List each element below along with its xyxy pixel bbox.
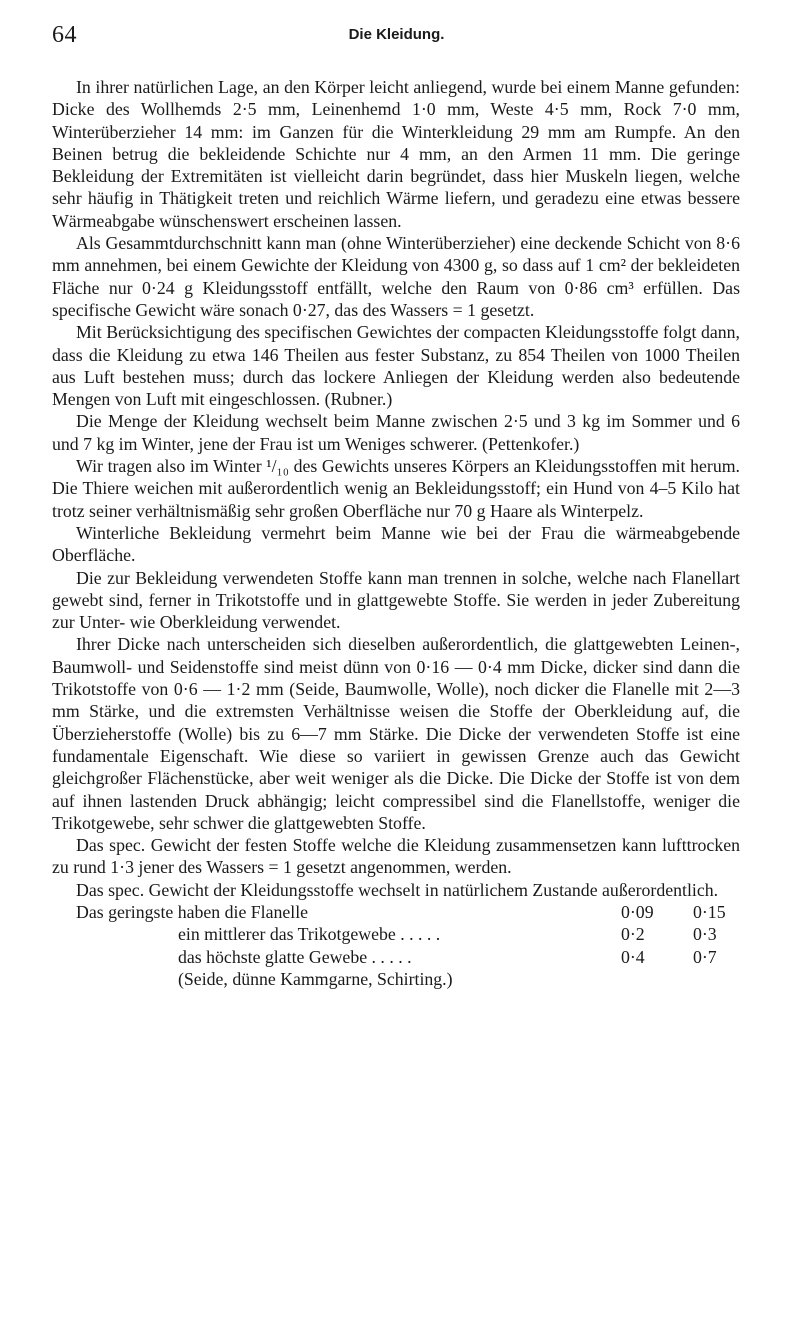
table-row-label: das höchste glatte Gewebe . . . . . [178,946,412,967]
table-row [76,946,740,968]
paragraph-3: Mit Berücksichtigung des specifischen Gewichtes der compacten Kleidungsstoffe folgt dann, dass die Kleidung zu etwa 146 Theilen aus fester Substanz, zu 854 Theilen von 1000 Theilen aus Luft bestehen muss; durch das lockere Anliegen der Kleidung werden also bedeutende Mengen von Luft mit eingeschlossen. (Rubner.) [52,322,740,410]
table-row-value-min: 0·09 [621,901,654,922]
table-row-value-min: 0·4 [621,946,645,967]
page-number: 64 [52,22,77,48]
paragraph-2: Als Gesammtdurchschnitt kann man (ohne Winterüberzieher) eine deckende Schicht von 8·6 mm annehmen, bei einem Gewichte der Kleidung von 4300 g, so dass auf 1 cm² der bekleideten Fläche nur 0·24 g Kleidungsstoff entfällt, welche den Raum von 0·86 cm³ erfüllen. Das specifische Gewicht wäre sonach 0·27, das des Wassers = 1 gesetzt. [52,233,740,320]
paragraph-1: In ihrer natürlichen Lage, an den Körper leicht anliegend, wurde bei einem Manne gefunden: Dicke des Wollhemds 2·5 mm, Leinenhemd 1·0 mm, Weste 4·5 mm, Rock 7·0 mm, Winterüberzieher 14 mm: im Ganzen für die Winterkleidung 29 mm am Rumpfe. An den Beinen betrug die bekleidende Schichte nur 4 mm, an den Armen 11 mm. Die geringe Bekleidung der Extremitäten ist vielleicht darin begründet, dass hier Muskeln liegen, welche sehr häufig in Thätigkeit treten und reichlich Wärme liefern, und geradezu eine etwas bessere Wärmeabgabe wünschenswert erscheinen lassen. [52,77,740,231]
table-row-value-min: 0·2 [621,924,645,945]
table-row-label: ein mittlerer das Trikotgewebe . . . . . [178,924,441,945]
paragraph-7: Die zur Bekleidung verwendeten Stoffe kann man trennen in solche, welche nach Flanellart gewebt sind, ferner in Trikotstoffe und in glattgewebte Stoffe. Sie werden in jeder Zubereitung zur Unter- wie Oberkleidung verwendet. [52,567,740,633]
paragraph-6: Winterliche Bekleidung vermehrt beim Manne wie bei der Frau die wärmeabgebende Oberfläche. [52,522,740,566]
paragraph-10: Das spec. Gewicht der Kleidungsstoffe wechselt in natürlichem Zustande außerordentlich. [76,879,719,900]
page-header [52,22,741,52]
table-row-label: Das geringste haben die Flanelle [76,901,309,922]
table-row-value-max: 0·3 [693,924,717,945]
paragraph-5: Wir tragen also im Winter ¹/₁₀ des Gewichts unseres Körpers an Kleidungsstoffen mit herum. Die Thiere weichen mit außerordentlich wenig an Bekleidungsstoff; ein Hund von 4–5 Kilo hat trotz seiner verhältnismäßig sehr großen Oberfläche nur 70 g Haare als Winterpelz. [52,456,740,521]
paragraph-8: Ihrer Dicke nach unterscheiden sich dieselben außerordentlich, die glattgewebten Leinen-, Baumwoll- und Seidenstoffe sind meist dünn von 0·16 — 0·4 mm Dicke, dicker sind dann die Trikotstoffe von 0·6 — 1·2 mm (Seide, Baumwolle, Wolle), noch dicker die Flanelle mit 2—3 mm Stärke, und die extremsten Verhältnisse weisen die Stoffe der Oberkleidung auf, die Überzieherstoffe (Wolle) bis zu 6—7 mm Stärke. Die Dicke der verwendeten Stoffe ist eine fundamentale Eigenschaft. Wie diese so variiert in gewissen Grenze auch das Gewicht gleichgroßer Flächenstücke, aber weit weniger als die Dicke. Die Dicke der Stoffe ist von dem auf ihnen lastenden Druck abhängig; leicht compressibel sind die Flanellstoffe, weniger die Trikotgewebe, sehr schwer die glattgewebten Stoffe. [52,634,740,833]
table-row [76,901,740,923]
table-footnote: (Seide, dünne Kammgarne, Schirting.) [178,968,453,989]
table-row-value-max: 0·7 [693,946,717,967]
specific-weight-table [76,901,740,990]
table-row [76,923,740,945]
body-text [52,76,740,990]
paragraph-9: Das spec. Gewicht der festen Stoffe welche die Kleidung zusammensetzen kann lufttrocken zu rund 1·3 jener des Wassers = 1 gesetzt angenommen, werden. [52,835,740,878]
running-head: Die Kleidung. [348,26,445,43]
table-row-value-max: 0·15 [693,901,726,922]
paragraph-4: Die Menge der Kleidung wechselt beim Manne zwischen 2·5 und 3 kg im Sommer und 6 und 7 kg im Winter, jene der Frau ist um Weniges schwerer. (Pettenkofer.) [52,411,740,454]
